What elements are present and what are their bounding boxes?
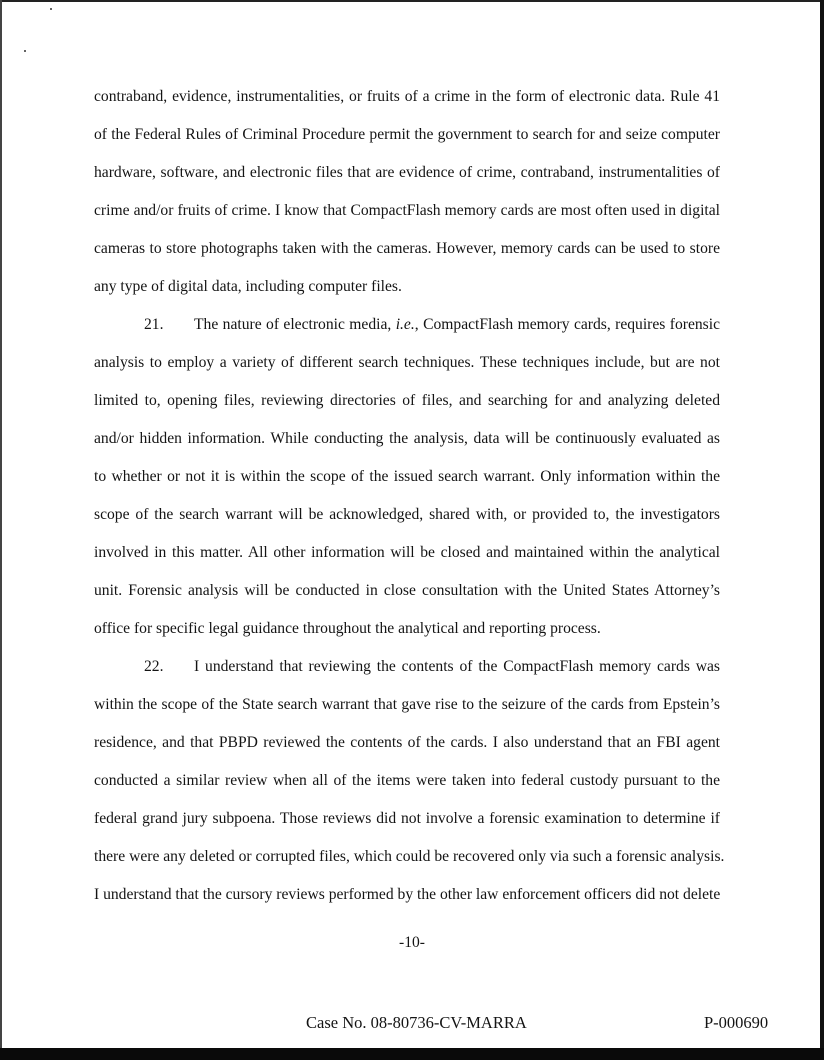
scan-edge-left [0,0,2,1060]
scan-edge-bottom [0,1048,824,1060]
text-segment: , CompactFlash memory cards, requires forensic [414,316,720,333]
scan-edge-top [0,0,824,2]
text-segment: I understand that reviewing the contents of the CompactFlash memory cards was [194,658,720,675]
body-text-line: any type of digital data, including computer files. [94,278,402,295]
body-text-line: federal grand jury subpoena. Those reviews did not involve a forensic examination to determine if [94,810,720,827]
case-number: Case No. 08-80736-CV-MARRA [306,1013,527,1032]
bates-number: P-000690 [704,1013,769,1032]
paragraph-22-first-line [144,658,720,676]
body-text-line: unit. Forensic analysis will be conducted in close consultation with the United States Attorney’s [94,582,720,599]
body-text-line: involved in this matter. All other information will be closed and maintained within the analytical [94,544,720,561]
paragraph-21-first-line [144,316,720,334]
body-text-line: of the Federal Rules of Criminal Procedure permit the government to search for and seize computer [94,126,720,143]
body-text-line: analysis to employ a variety of different search techniques. These techniques include, but are not [94,354,720,371]
paragraph-number: 21. [144,316,164,333]
page-number: -10- [399,934,425,951]
body-text-line: hardware, software, and electronic files that are evidence of crime, contraband, instrumentalities of [94,164,720,181]
body-text-line: office for specific legal guidance throughout the analytical and reporting process. [94,620,601,637]
scan-speck [24,50,26,52]
body-text-line: contraband, evidence, instrumentalities, or fruits of a crime in the form of electronic data. Rule 41 [94,88,720,105]
scan-edge-right [820,0,824,1060]
italic-text: i.e. [395,316,415,333]
body-text-line: scope of the search warrant will be acknowledged, shared with, or provided to, the investigators [94,506,720,523]
body-text-line: crime and/or fruits of crime. I know that CompactFlash memory cards are most often used in digital [94,202,720,219]
body-text-line: within the scope of the State search warrant that gave rise to the seizure of the cards from Epstein’s [94,696,720,713]
text-segment: The nature of electronic media, [194,316,396,333]
paragraph-number: 22. [144,658,164,675]
body-text-line: I understand that the cursory reviews performed by the other law enforcement officers did not delete [94,886,721,903]
body-text-line: there were any deleted or corrupted files, which could be recovered only via such a forensic analysis. [94,848,725,865]
body-text-line: to whether or not it is within the scope of the issued search warrant. Only information within the [94,468,720,485]
body-text-line: residence, and that PBPD reviewed the contents of the cards. I also understand that an FBI agent [94,734,720,751]
body-text-line: and/or hidden information. While conducting the analysis, data will be continuously evaluated as [94,430,720,447]
scan-speck [50,8,52,10]
body-text-line: limited to, opening files, reviewing directories of files, and searching for and analyzing deleted [94,392,720,409]
body-text-line: conducted a similar review when all of the items were taken into federal custody pursuant to the [94,772,720,789]
body-text-line: cameras to store photographs taken with the cameras. However, memory cards can be used to store [94,240,720,257]
